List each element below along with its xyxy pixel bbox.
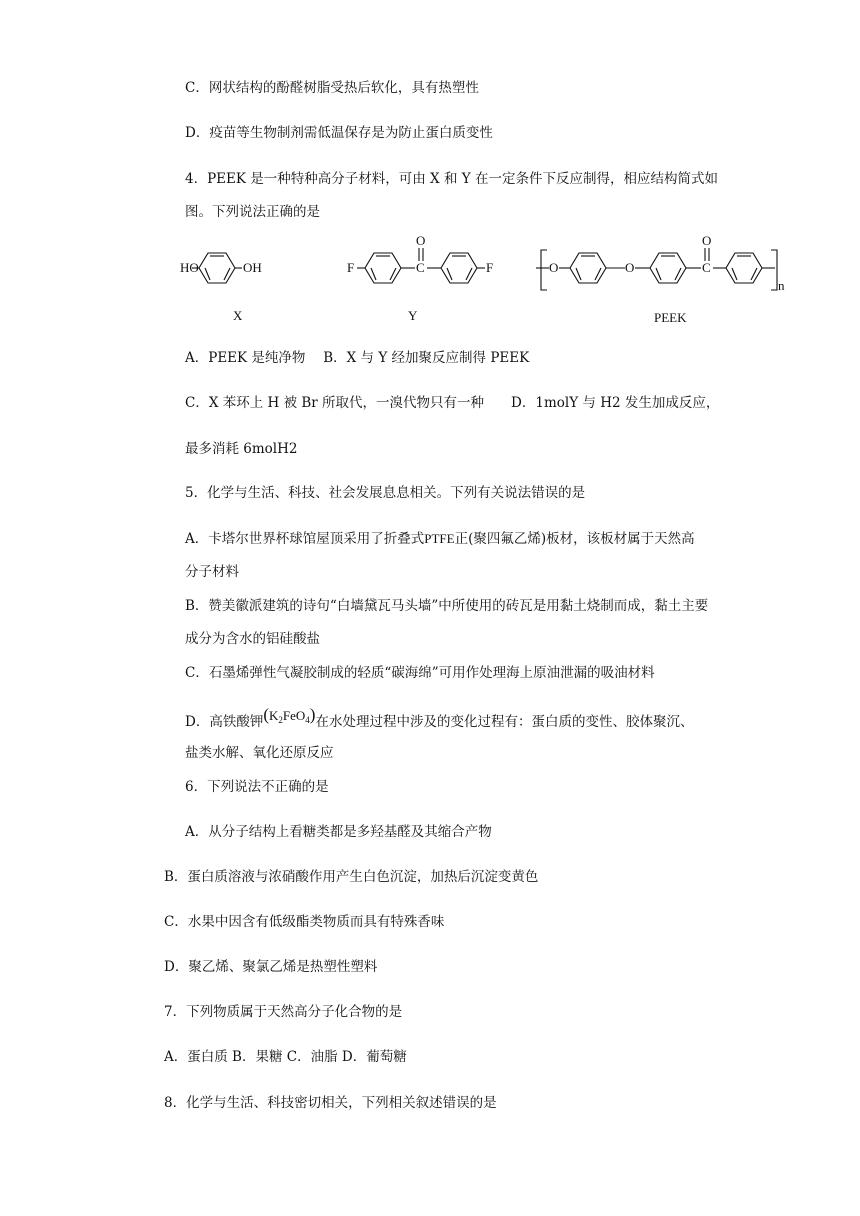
peek-left-bracket: [541, 250, 547, 290]
q4-stem-line1: 4．PEEK 是一种特种高分子材料，可由 X 和 Y 在一定条件下反应制得，相应结构简式如: [185, 171, 718, 187]
y-right-ring: [441, 253, 477, 283]
q6-option-d: D．聚乙烯、聚氯乙烯是热塑性塑料: [164, 959, 378, 975]
q5-option-a-line1: A．卡塔尔世界杯球馆屋顶采用了折叠式PTFE正(聚四氟乙烯)板材，该板材属于天然高: [185, 531, 695, 547]
y-f-left: F: [347, 260, 355, 275]
q3-option-d: D．疫苗等生物制剂需低温保存是为防止蛋白质变性: [185, 125, 493, 141]
y-carbonyl-o: O: [416, 233, 426, 248]
y-carbonyl-c: C: [416, 260, 425, 275]
peek-ring-3: [726, 253, 762, 283]
x-ho-label: HO: [180, 260, 199, 275]
q5-option-a-line2: 分子材料: [185, 564, 239, 580]
q5-option-b-line2: 成分为含水的铝硅酸盐: [185, 631, 320, 647]
q6-stem: 6．下列说法不正确的是: [185, 779, 329, 795]
peek-ring-2: [650, 253, 686, 283]
x-oh-label: OH: [243, 260, 262, 275]
q4-stem-line2: 图。下列说法正确的是: [185, 204, 320, 220]
k2feo4-formula: $(K_2FeO_4)$: [263, 705, 316, 725]
structure-figure: [175, 228, 795, 330]
x-benzene-ring: [199, 253, 235, 283]
q6-option-a: A．从分子结构上看糖类都是多羟基醛及其缩合产物: [185, 824, 492, 840]
y-f-right: F: [486, 260, 494, 275]
q7-options: A．蛋白质 B．果糖 C．油脂 D．葡萄糖: [164, 1049, 407, 1065]
peek-caption: PEEK: [654, 310, 687, 325]
y-caption: Y: [408, 308, 418, 323]
peek-ether-o2: O: [625, 260, 635, 275]
peek-repeat-n: n: [778, 278, 785, 293]
ptfe-formula: PTFE: [424, 531, 455, 546]
q5-option-b-line1: B．赞美徽派建筑的诗句“白墙黛瓦马头墙”中所使用的砖瓦是用黏土烧制而成，黏土主要: [185, 598, 709, 614]
q3-option-c: C．网状结构的酚醛树脂受热后软化，具有热塑性: [185, 80, 479, 96]
q5-option-d-line1: D．高铁酸钾$(K_2FeO_4)$在水处理过程中涉及的变化过程有：蛋白质的变性、胶体聚沉、: [185, 705, 694, 730]
y-left-ring: [365, 253, 401, 283]
x-caption: X: [233, 308, 243, 323]
peek-carbonyl-o: O: [702, 233, 712, 248]
peek-carbonyl-c: C: [702, 260, 711, 275]
q5-option-c: C．石墨烯弹性气凝胶制成的轻质“碳海绵”可用作处理海上原油泄漏的吸油材料: [185, 665, 655, 681]
q5-option-d-line2: 盐类水解、氧化还原反应: [185, 745, 334, 761]
peek-ether-o1: O: [549, 260, 559, 275]
q6-option-c: C．水果中因含有低级酯类物质而具有特殊香味: [164, 914, 445, 930]
q6-option-b: B．蛋白质溶液与浓硝酸作用产生白色沉淀，加热后沉淀变黄色: [164, 869, 539, 885]
q4-options-cd: C．X 苯环上 H 被 Br 所取代，一溴代物只有一种 D．1molY 与 H2 发生加成反应，: [185, 395, 720, 411]
q8-stem: 8．化学与生活、科技密切相关，下列相关叙述错误的是: [164, 1095, 497, 1111]
q5-stem: 5．化学与生活、科技、社会发展息息相关。下列有关说法错误的是: [185, 485, 586, 501]
q4-option-d-cont: 最多消耗 6molH2: [185, 441, 298, 457]
peek-right-bracket: [771, 250, 777, 290]
q4-options-ab: A．PEEK 是纯净物 B．X 与 Y 经加聚反应制得 PEEK: [185, 350, 530, 366]
q7-stem: 7．下列物质属于天然高分子化合物的是: [164, 1004, 403, 1020]
peek-ring-1: [570, 253, 606, 283]
